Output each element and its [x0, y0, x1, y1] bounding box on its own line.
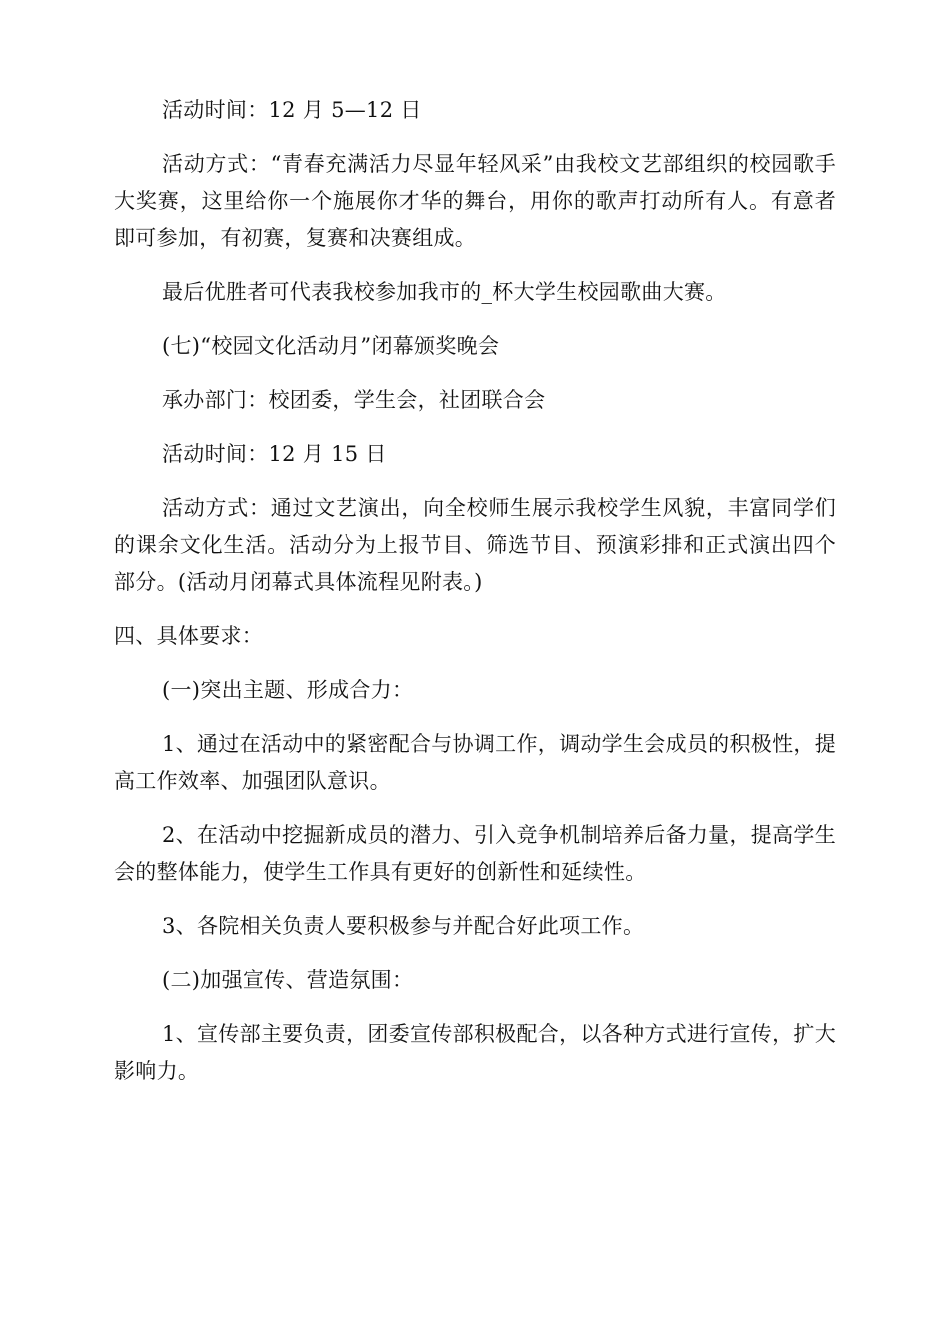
list-item-requirement-1: 1、通过在活动中的紧密配合与协调工作，调动学生会成员的积极性，提高工作效率、加强团队意识。	[114, 732, 836, 793]
list-item-requirement-2: 2、在活动中挖掘新成员的潜力、引入竞争机制培养后备力量，提高学生会的整体能力，使学生工作具有更好的创新性和延续性。	[114, 823, 836, 884]
document-body	[114, 92, 836, 1107]
paragraph-activity-time-2: 活动时间：12 月 15 日	[162, 442, 387, 466]
subheading-theme-synergy: (一)突出主题、形成合力：	[162, 678, 414, 702]
paragraph-activity-method-1: 活动方式：“青春充满活力尽显年轻风采”由我校文艺部组织的校园歌手大奖赛，这里给你一个施展你才华的舞台，用你的歌声打动所有人。有意者即可参加，有初赛，复赛和决赛组成。	[114, 152, 836, 250]
paragraph-winner-note: 最后优胜者可代表我校参加我市的_杯大学生校园歌曲大赛。	[162, 280, 727, 304]
list-item-publicity-1: 1、宣传部主要负责，团委宣传部积极配合，以各种方式进行宣传，扩大影响力。	[114, 1022, 836, 1083]
paragraph-activity-method-2: 活动方式：通过文艺演出，向全校师生展示我校学生风貌，丰富同学们的课余文化生活。活动分为上报节目、筛选节目、预演彩排和正式演出四个部分。(活动月闭幕式具体流程见附表。)	[114, 496, 836, 594]
paragraph-organizers: 承办部门：校团委，学生会，社团联合会	[162, 388, 546, 412]
section-heading-requirements: 四、具体要求：	[114, 624, 264, 648]
section-heading-closing-gala: (七)“校园文化活动月”闭幕颁奖晚会	[162, 334, 500, 358]
subheading-publicity: (二)加强宣传、营造氛围：	[162, 968, 414, 992]
list-item-requirement-3: 3、各院相关负责人要积极参与并配合好此项工作。	[162, 914, 645, 938]
paragraph-activity-time-1: 活动时间：12 月 5—12 日	[162, 98, 422, 122]
